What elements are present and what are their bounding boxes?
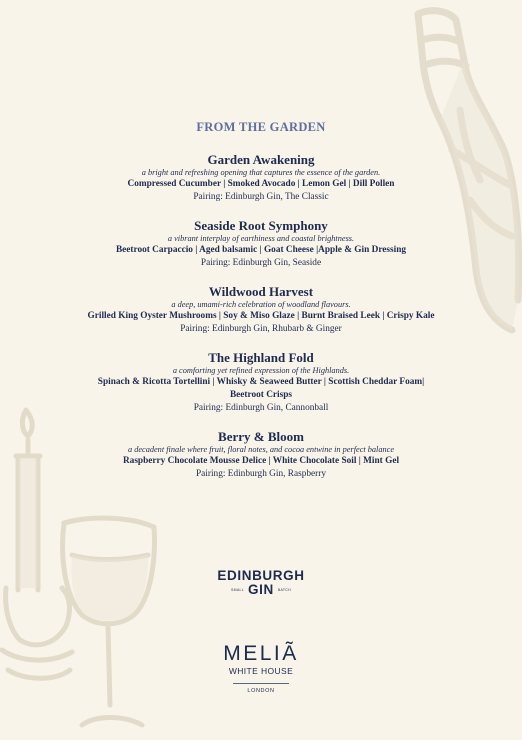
course-items: Compressed Cucumber | Smoked Avocado | Lemon Gel | Dill Pollen — [127, 179, 395, 189]
course-wildwood-harvest — [60, 284, 462, 336]
course-items: Raspberry Chocolate Mousse Delice | White Chocolate Soil | Mint Gel — [122, 456, 400, 466]
course-seaside-root-symphony — [60, 218, 462, 270]
course-pairing: Pairing: Edinburgh Gin, Rhubarb & Ginger — [180, 324, 342, 334]
gin-logo-sub — [211, 583, 311, 597]
course-berry-and-bloom — [60, 429, 462, 481]
section-title: FROM THE GARDEN — [196, 120, 326, 134]
course-items: Grilled King Oyster Mushrooms | Soy & Miso Glaze | Burnt Braised Leek | Crispy Kale — [87, 311, 435, 321]
course-description: a deep, umami-rich celebration of woodland flavours. — [171, 300, 351, 309]
course-name: The Highland Fold — [208, 350, 314, 365]
gin-logo-small-right: BATCH — [277, 588, 291, 592]
wine-glass-illustration — [52, 515, 162, 740]
course-garden-awakening — [60, 152, 462, 204]
course-name: Garden Awakening — [207, 152, 315, 167]
course-the-highland-fold — [60, 350, 462, 415]
menu — [60, 120, 462, 495]
course-name: Seaside Root Symphony — [194, 218, 328, 233]
course-description: a bright and refreshing opening that captures the essence of the garden. — [141, 168, 381, 177]
course-name: Wildwood Harvest — [208, 284, 314, 299]
melia-white-house-logo — [211, 642, 311, 694]
hotel-logo-word: MELIÃ — [223, 642, 299, 665]
course-items-line-2: Beetroot Crisps — [229, 390, 293, 400]
course-description: a comforting yet refined expression of the Highlands. — [172, 366, 350, 375]
course-pairing: Pairing: Edinburgh Gin, The Classic — [193, 192, 329, 202]
course-items-line-1: Spinach & Ricotta Tortellini | Whisky & Seaweed Butter | Scottish Cheddar Foam| — [97, 377, 425, 387]
course-pairing: Pairing: Edinburgh Gin, Cannonball — [193, 403, 329, 413]
hotel-logo-city: LONDON — [247, 688, 275, 694]
gin-logo-word: EDINBURGH — [217, 568, 305, 583]
gin-logo-gin: GIN — [248, 582, 274, 597]
course-description: a decadent finale where fruit, floral notes, and cocoa entwine in perfect balance — [127, 445, 395, 454]
course-items: Beetroot Carpaccio | Aged balsamic | Goat Cheese |Apple & Gin Dressing — [115, 245, 407, 255]
course-pairing: Pairing: Edinburgh Gin, Seaside — [200, 258, 322, 268]
hotel-logo-divider — [233, 683, 289, 684]
gin-logo-small-left: SMALL — [231, 588, 245, 592]
course-description: a vibrant interplay of earthiness and coastal brightness. — [167, 234, 355, 243]
edinburgh-gin-logo — [211, 568, 311, 597]
hotel-logo-sub: WHITE HOUSE — [228, 666, 294, 676]
course-pairing: Pairing: Edinburgh Gin, Raspberry — [196, 469, 326, 479]
course-name: Berry & Bloom — [218, 429, 304, 444]
